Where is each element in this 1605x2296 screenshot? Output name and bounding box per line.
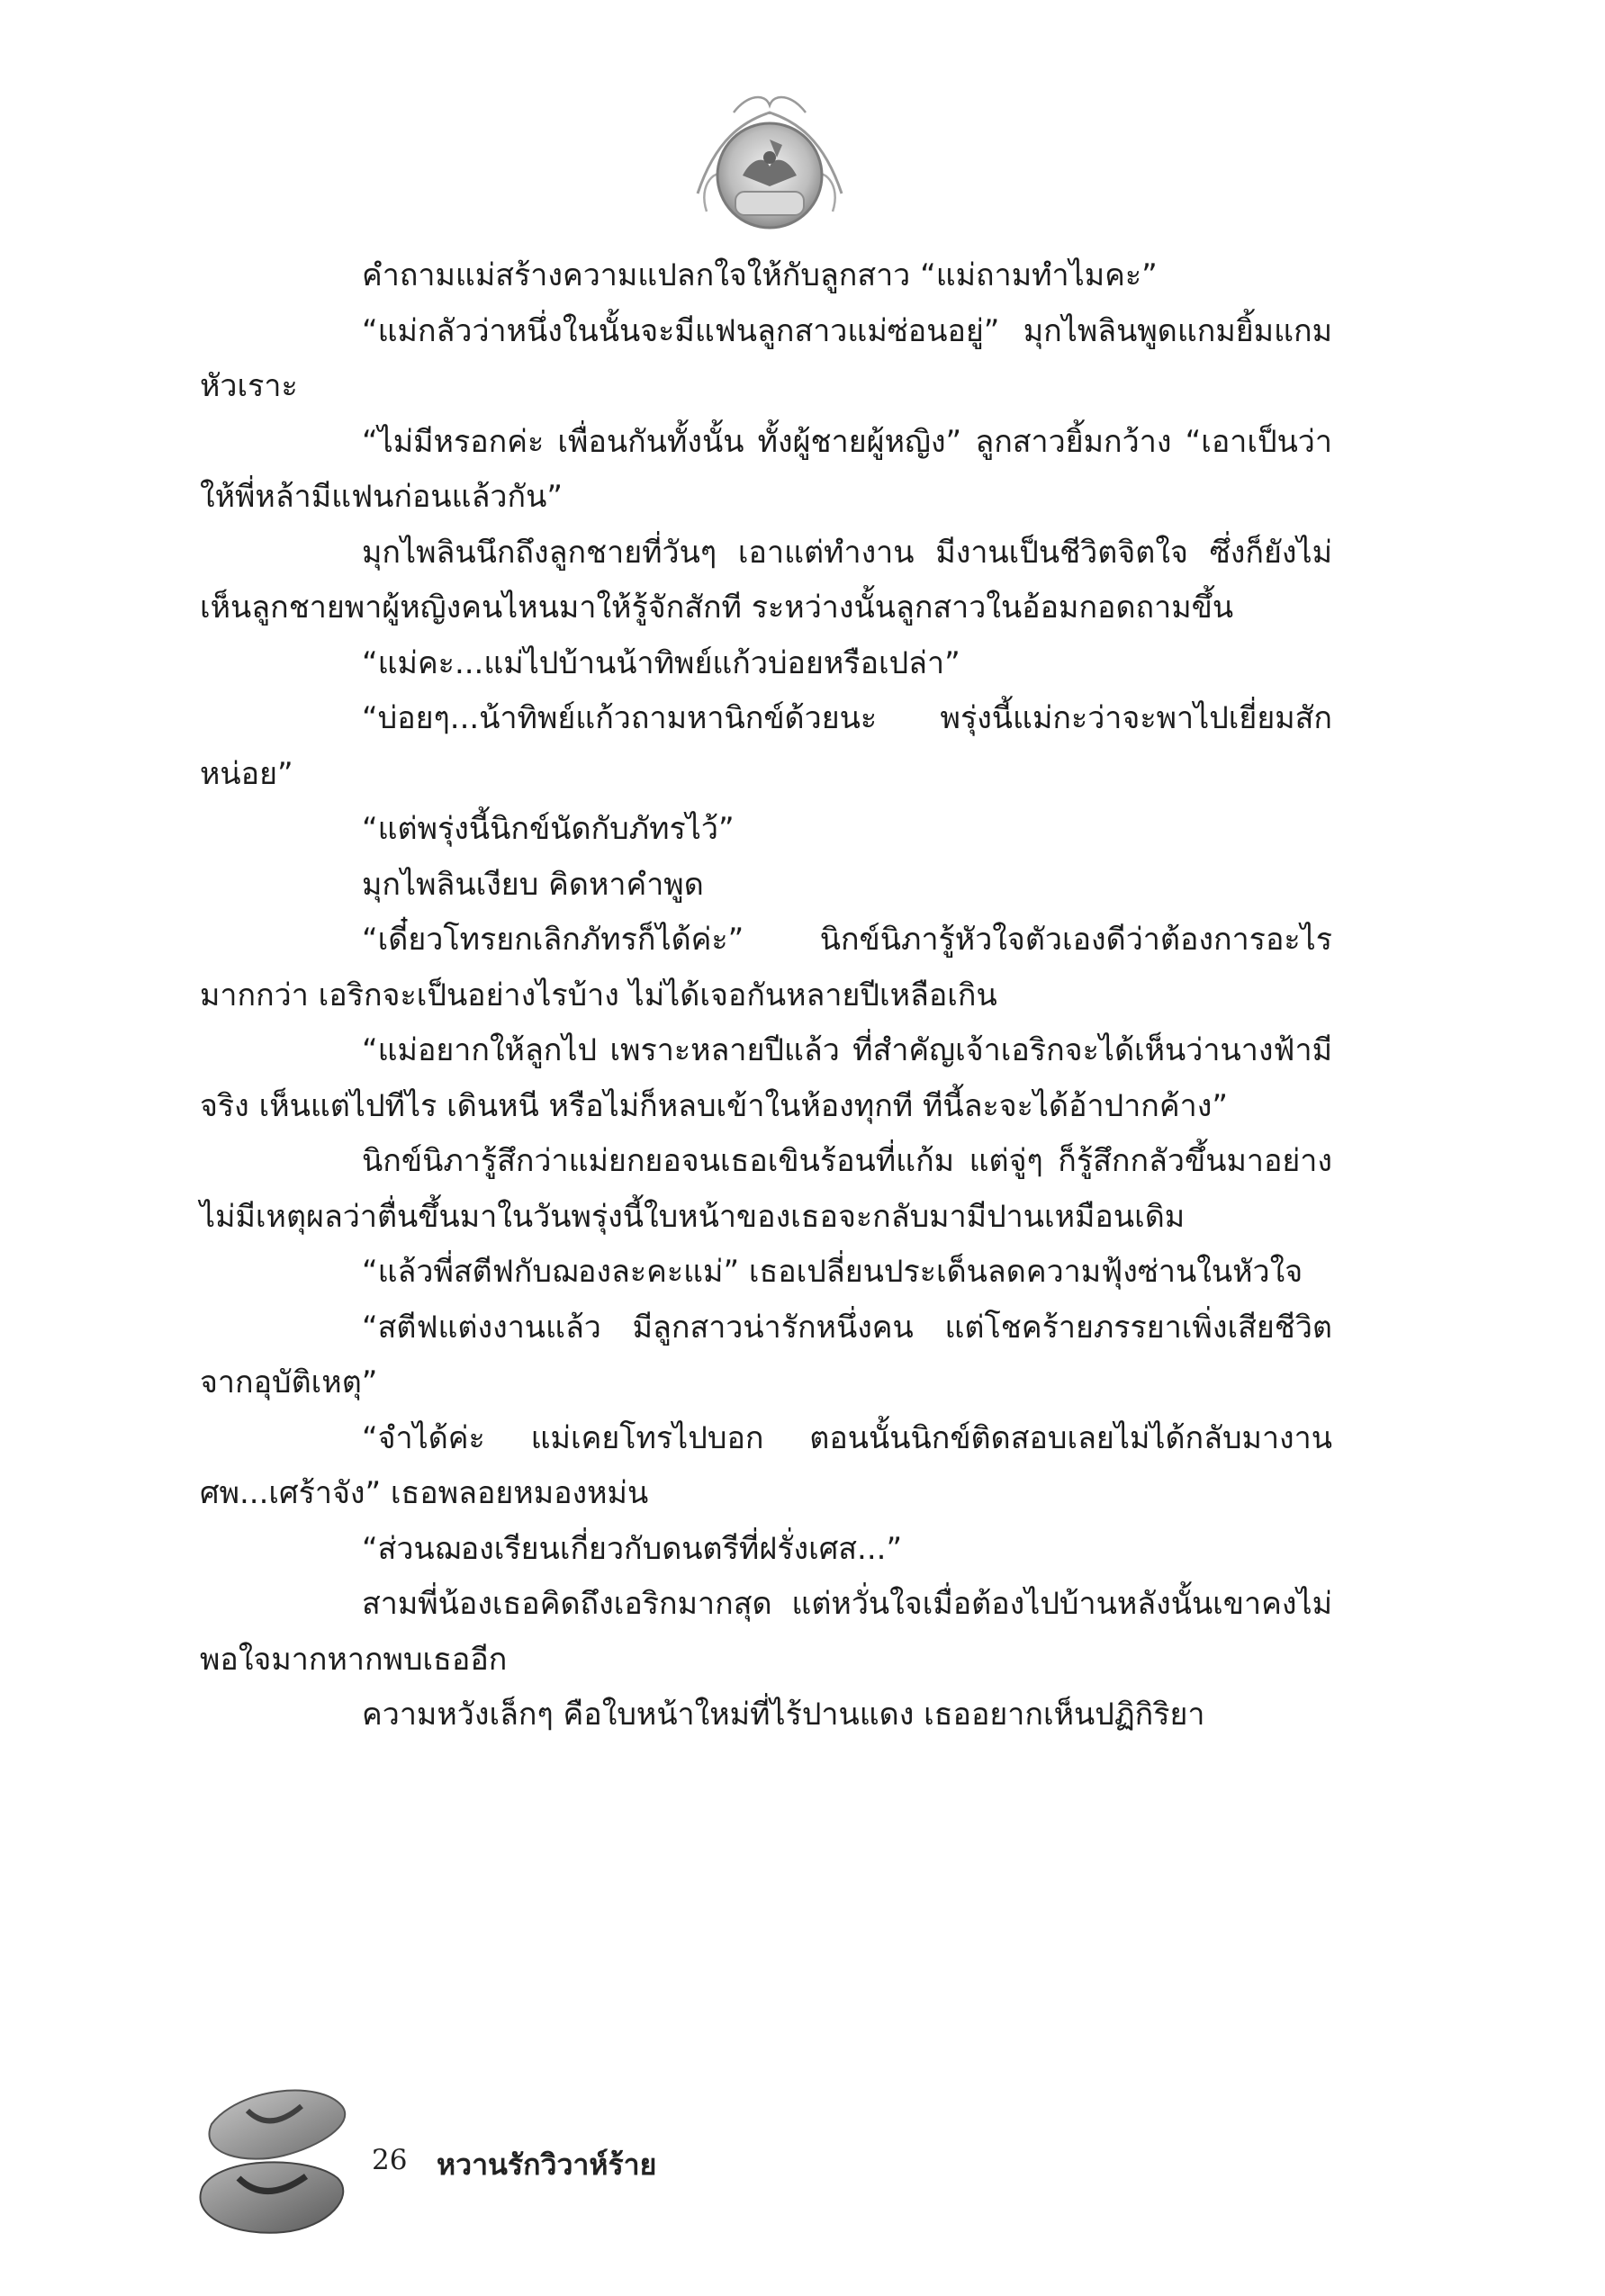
page-number: 26 [372, 2144, 408, 2176]
paragraph: มุกไพลินนึกถึงลูกชายที่วันๆ เอาแต่ทำงาน มีงานเป็นชีวิตจิตใจ ซึ่งก็ยังไม่เห็นลูกชายพาผู้หญิงคนไหนมาให้รู้จักสักที ระหว่างนั้นลูกสาวในอ้อมกอดถามขึ้น [200, 534, 1332, 626]
paragraph: “บ่อยๆ...น้าทิพย์แก้วถามหานิกข์ด้วยนะ พรุ่งนี้แม่กะว่าจะพาไปเยี่ยมสักหน่อย” [200, 700, 1332, 792]
sandals-icon [185, 2070, 365, 2250]
paragraph: “แล้วพี่สตีฟกับฌองละคะแม่” เธอเปลี่ยนประเด็นลดความฟุ้งซ่านในหัวใจ [362, 1254, 1303, 1290]
paragraph: “ส่วนฌองเรียนเกี่ยวกับดนตรีที่ฝรั่งเศส...” [362, 1530, 903, 1567]
paragraph: “แต่พรุ่งนี้นิกข์นัดกับภัทรไว้” [362, 811, 735, 847]
publisher-emblem-icon [680, 86, 860, 248]
paragraph: สามพี่น้องเธอคิดถึงเอริกมากสุด แต่หวั่นใจเมื่อต้องไปบ้านหลังนั้นเขาคงไม่พอใจมากหากพบเธออีก [200, 1586, 1332, 1678]
paragraph: “แม่กลัวว่าหนึ่งในนั้นจะมีแฟนลูกสาวแม่ซ่อนอยู่” มุกไพลินพูดแกมยิ้มแกมหัวเราะ [200, 312, 1332, 404]
body-text [200, 248, 1332, 1743]
paragraph: “แม่คะ...แม่ไปบ้านน้าทิพย์แก้วบ่อยหรือเปล่า” [362, 644, 960, 681]
book-title: หวานรักวิวาห์ร้าย [437, 2147, 657, 2182]
paragraph: คำถามแม่สร้างความแปลกใจให้กับลูกสาว “แม่ถามทำไมคะ” [362, 257, 1158, 293]
paragraph: นิกข์นิภารู้สึกว่าแม่ยกยอจนเธอเขินร้อนที่แก้ม แต่จู่ๆ ก็รู้สึกกลัวขึ้นมาอย่างไม่มีเหตุผลว่าตื่นขึ้นมาในวันพรุ่งนี้ใบหน้าของเธอจะกลับมามีปานเหมือนเดิม [200, 1143, 1332, 1235]
paragraph: มุกไพลินเงียบ คิดหาคำพูด [362, 866, 704, 903]
paragraph: “สตีฟแต่งงานแล้ว มีลูกสาวน่ารักหนึ่งคน แต่โชคร้ายภรรยาเพิ่งเสียชีวิตจากอุบัติเหตุ” [200, 1309, 1332, 1400]
paragraph: “แม่อยากให้ลูกไป เพราะหลายปีแล้ว ที่สำคัญเจ้าเอริกจะได้เห็นว่านางฟ้ามีจริง เห็นแต่ไปทีไร เดินหนี หรือไม่ก็หลบเข้าในห้องทุกที ทีนี้ละจะได้อ้าปากค้าง” [200, 1032, 1332, 1124]
paragraph: “เดี๋ยวโทรยกเลิกภัทรก็ได้ค่ะ” นิกข์นิภารู้หัวใจตัวเองดีว่าต้องการอะไรมากกว่า เอริกจะเป็นอย่างไรบ้าง ไม่ได้เจอกันหลายปีเหลือเกิน [200, 922, 1332, 1013]
paragraph: ความหวังเล็กๆ คือใบหน้าใหม่ที่ไร้ปานแดง เธออยากเห็นปฏิกิริยา [362, 1697, 1205, 1733]
page-footer [185, 2070, 905, 2250]
paragraph: “ไม่มีหรอกค่ะ เพื่อนกันทั้งนั้น ทั้งผู้ชายผู้หญิง” ลูกสาวยิ้มกว้าง “เอาเป็นว่าให้พี่หล้ามีแฟนก่อนแล้วกัน” [200, 423, 1332, 515]
paragraph: “จำได้ค่ะ แม่เคยโทรไปบอก ตอนนั้นนิกข์ติดสอบเลยไม่ได้กลับมางานศพ...เศร้าจัง” เธอพลอยหมองหม่น [200, 1419, 1332, 1511]
